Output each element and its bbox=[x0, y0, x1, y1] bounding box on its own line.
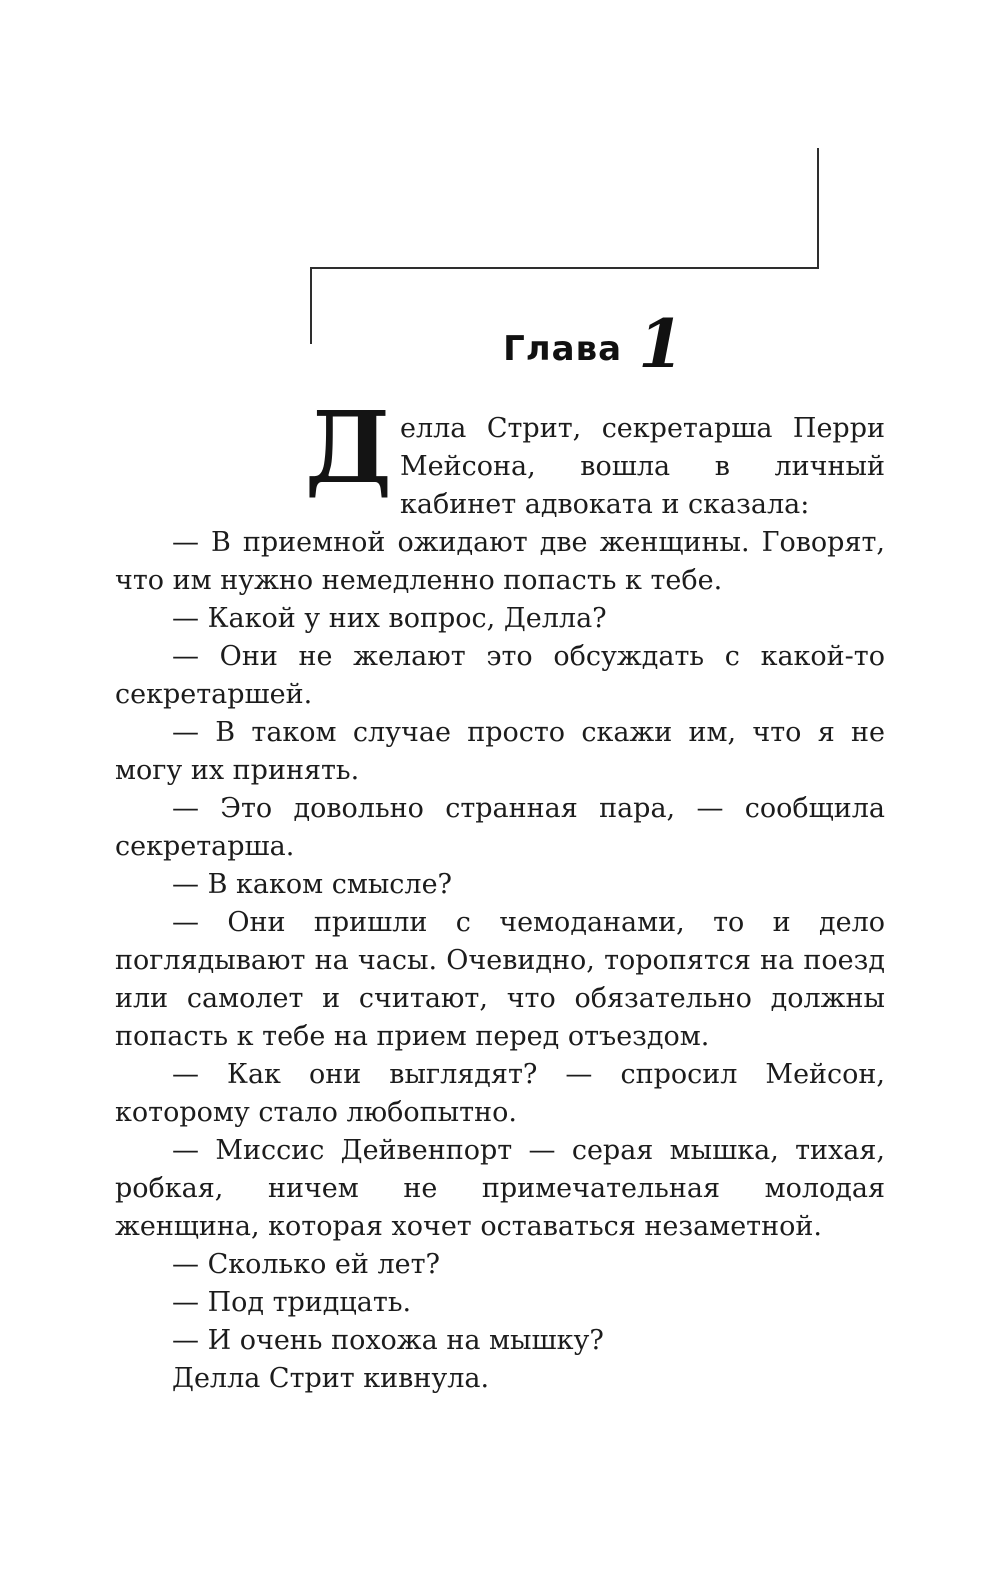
paragraph: — В таком случае просто скажи им, что я не могу их принять. bbox=[115, 717, 885, 786]
chapter-label: Глава bbox=[503, 329, 623, 369]
paragraph: — Как они выглядят? — спросил Мейсон, которому стало любопытно. bbox=[115, 1059, 885, 1128]
paragraph-opening bbox=[115, 391, 885, 524]
paragraph: — Это довольно странная пара, — сообщила секретарша. bbox=[115, 793, 885, 862]
paragraph: — Они пришли с чемоданами, то и дело поглядывают на часы. Очевидно, торопятся на поезд или самолет и считают, что обязательно должны попасть к тебе на прием перед отъездом. bbox=[115, 907, 885, 1052]
dropcap-letter: Д bbox=[304, 391, 392, 506]
paragraph: — Они не желают это обсуждать с какой-то секретаршей. bbox=[115, 641, 885, 710]
paragraph: — В приемной ожидают две женщины. Говорят, что им нужно немедленно попасть к тебе. bbox=[115, 527, 885, 596]
dropcap-box bbox=[115, 391, 400, 506]
chapter-heading bbox=[0, 305, 684, 383]
paragraph: — Сколько ей лет? bbox=[172, 1249, 441, 1280]
paragraph: — В каком смысле? bbox=[172, 869, 453, 900]
paragraph: — И очень похожа на мышку? bbox=[172, 1325, 604, 1356]
chapter-number: 1 bbox=[638, 305, 684, 383]
paragraph: — Какой у них вопрос, Делла? bbox=[172, 603, 607, 634]
paragraph-text: елла Стрит, секретарша Перри Мейсона, вошла в личный кабинет адвоката и сказала: bbox=[400, 413, 885, 520]
text-block bbox=[115, 391, 885, 1398]
paragraph: — Миссис Дейвенпорт — серая мышка, тихая, робкая, ничем не примечательная молодая женщина, которая хочет оставаться незаметной. bbox=[115, 1135, 885, 1242]
paragraph: Делла Стрит кивнула. bbox=[172, 1363, 490, 1394]
chapter-rule bbox=[310, 148, 819, 269]
paragraph: — Под тридцать. bbox=[172, 1287, 412, 1318]
